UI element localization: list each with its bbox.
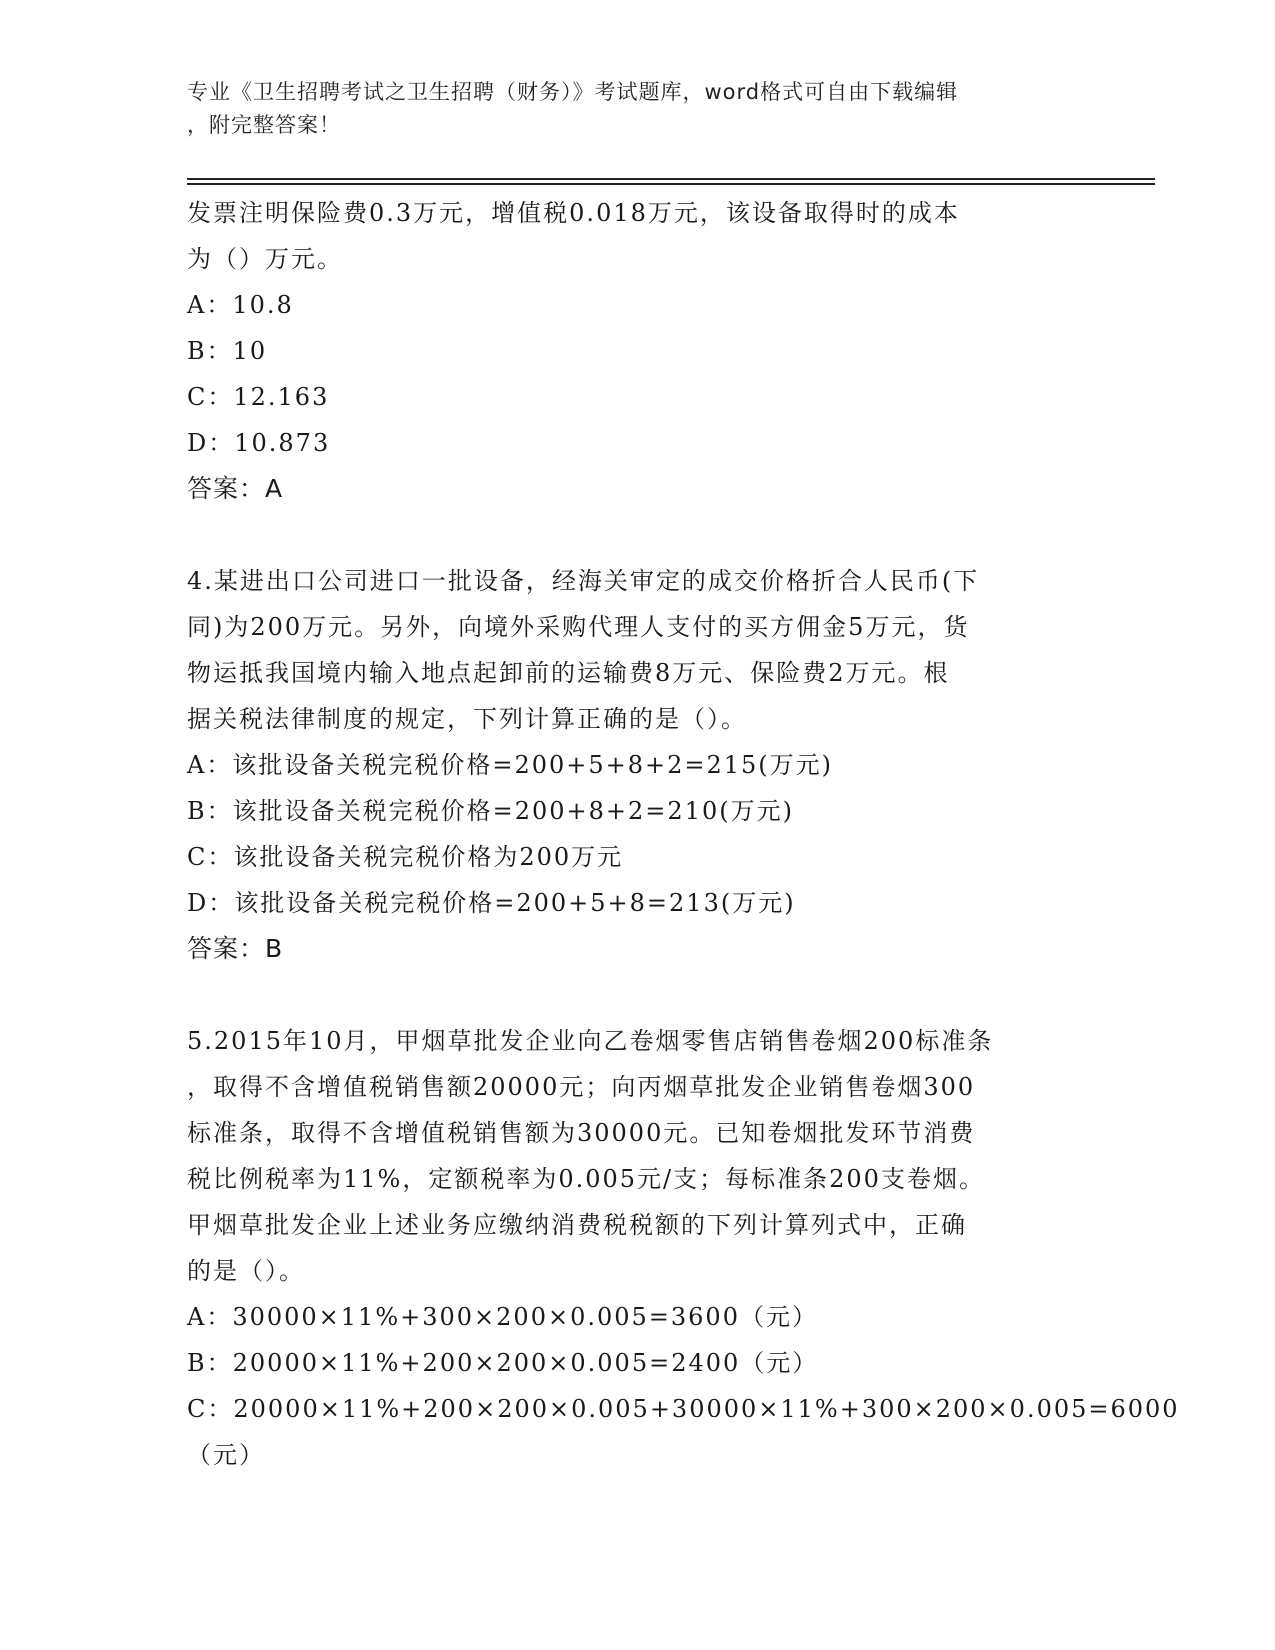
option-a: A：该批设备关税完税价格=200+5+8+2=215(万元) — [187, 751, 834, 779]
spacer — [187, 512, 1107, 558]
question-stem-line: ，取得不含增值税销售额20000元；向丙烟草批发企业销售卷烟300 — [187, 1073, 976, 1101]
question-list — [187, 190, 1180, 1478]
document-header — [187, 76, 1067, 142]
spacer — [187, 972, 1107, 1018]
question-stem-line: 发票注明保险费0.3万元，增值税0.018万元，该设备取得时的成本 — [187, 199, 960, 227]
question-stem-line: 5.2015年10月，甲烟草批发企业向乙卷烟零售店销售卷烟200标准条 — [187, 1027, 994, 1055]
header-line-1: 专业《卫生招聘考试之卫生招聘（财务）》考试题库，word格式可自由下载编辑 — [187, 80, 959, 104]
header-line-2: ，附完整答案！ — [187, 113, 341, 137]
question-stem-line: 税比例税率为11%，定额税率为0.005元/支；每标准条200支卷烟。 — [187, 1165, 985, 1193]
question-stem-line: 甲烟草批发企业上述业务应缴纳消费税税额的下列计算列式中，正确 — [187, 1211, 967, 1239]
header-divider-bottom — [187, 183, 1155, 185]
option-c-continued: （元） — [187, 1441, 265, 1469]
question-stem-line: 物运抵我国境内输入地点起卸前的运输费8万元、保险费2万元。根 — [187, 659, 950, 687]
option-c: C：20000×11%+200×200×0.005+30000×11%+300×200×0.005=6000 — [187, 1395, 1180, 1423]
question-stem-line: 的是（）。 — [187, 1257, 305, 1285]
answer-label: 答案：A — [187, 474, 284, 503]
option-b: B：20000×11%+200×200×0.005=2400（元） — [187, 1349, 819, 1377]
option-d: D：该批设备关税完税价格=200+5+8=213(万元) — [187, 889, 796, 917]
question-stem-line: 4.某进出口公司进口一批设备，经海关审定的成交价格折合人民币(下 — [187, 567, 980, 595]
question-stem-line: 为（）万元。 — [187, 245, 343, 273]
question-3 — [187, 190, 1107, 512]
question-stem-line: 同)为200万元。另外，向境外采购代理人支付的买方佣金5万元，货 — [187, 613, 970, 641]
option-c: C：12.163 — [187, 383, 330, 411]
option-b: B：该批设备关税完税价格=200+8+2=210(万元) — [187, 797, 794, 825]
answer-label: 答案：B — [187, 934, 284, 963]
option-d: D：10.873 — [187, 429, 331, 457]
header-divider-top — [187, 178, 1155, 180]
question-stem-line: 据关税法律制度的规定，下列计算正确的是（）。 — [187, 705, 747, 733]
question-stem-line: 标准条，取得不含增值税销售额为30000元。已知卷烟批发环节消费 — [187, 1119, 976, 1147]
option-a: A：30000×11%+300×200×0.005=3600（元） — [187, 1303, 818, 1331]
option-a: A：10.8 — [187, 291, 294, 319]
question-5 — [187, 1018, 1180, 1478]
option-c: C：该批设备关税完税价格为200万元 — [187, 843, 624, 871]
question-4 — [187, 558, 1107, 972]
option-b: B：10 — [187, 337, 268, 365]
